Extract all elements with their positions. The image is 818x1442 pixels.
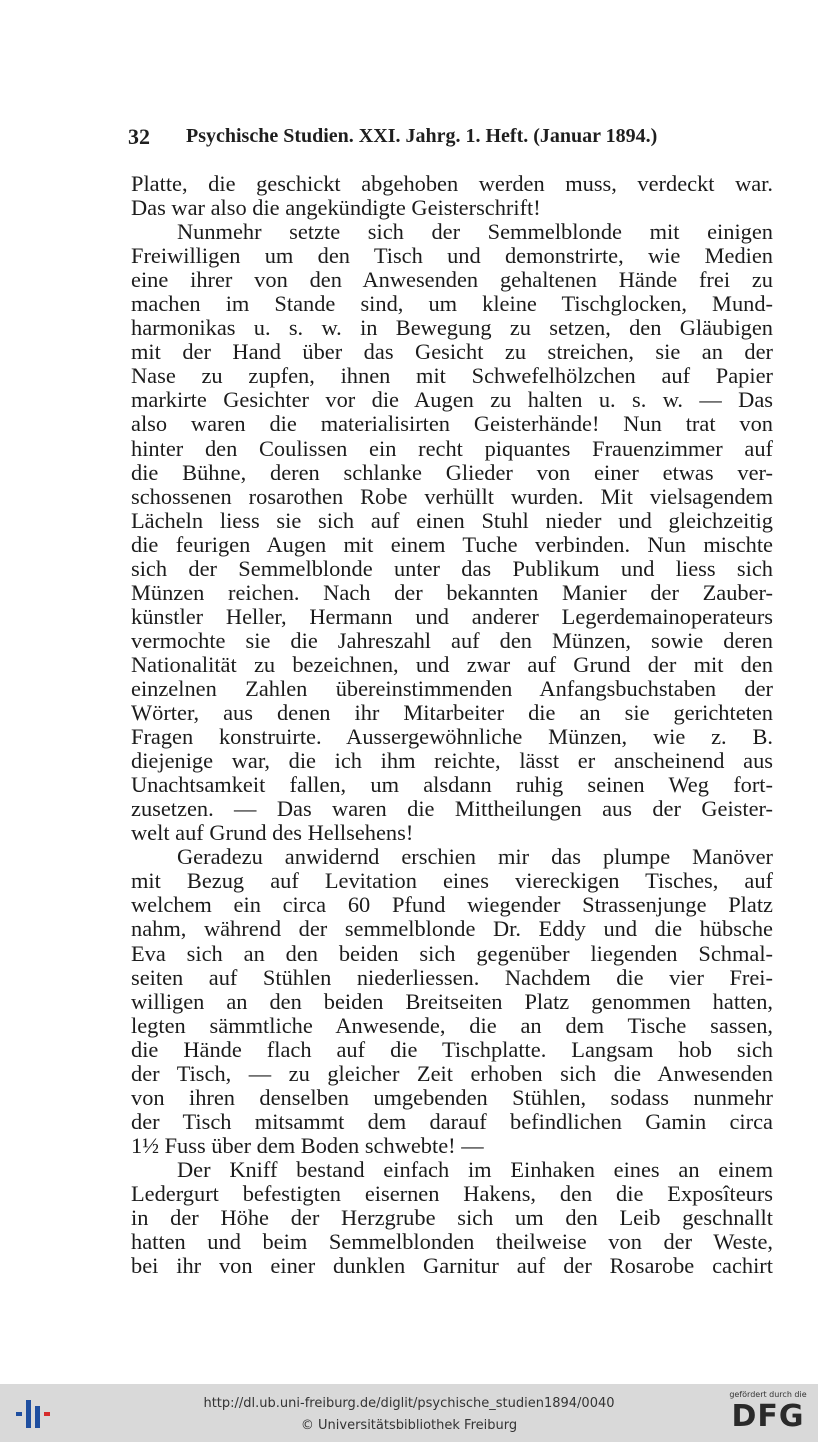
text-line: vermochte sie die Jahreszahl auf den Münzen, sowie deren [131,627,773,653]
text-line: diejenige war, die ich ihm reichte, lässt er anscheinend aus [131,748,773,774]
text-line: der Tisch mitsammt dem darauf befindlichen Gamin circa [131,1108,773,1134]
text-line: mit Bezug auf Levitation eines viereckigen Tisches, auf [131,868,773,894]
text-line: Münzen reichen. Nach der bekannten Manier der Zauber- [131,579,773,605]
text-line: Ledergurt befestigten eisernen Hakens, den die Exposîteurs [131,1180,773,1206]
text-line: nahm, während der semmelblonde Dr. Eddy und die hübsche [131,916,773,942]
document-url[interactable]: http://dl.ub.uni-freiburg.de/diglit/psychische_studien1894/0040 [203,1396,615,1411]
text-line: Nunmehr setzte sich der Semmelblonde mit einigen [177,219,773,245]
text-line: Fragen konstruirte. Aussergewöhnliche Münzen, wie z. B. [131,724,773,750]
text-line: einzelnen Zahlen übereinstimmenden Anfangsbuchstaben der [131,675,773,701]
text-line: die Bühne, deren schlanke Glieder von einer etwas ver- [131,459,773,485]
text-line: von ihren denselben umgebenden Stühlen, sodass nunmehr [131,1084,773,1110]
text-line: Lächeln liess sie sich auf einen Stuhl nieder und gleichzeitig [131,507,773,533]
text-line: Platte, die geschickt abgehoben werden muss, verdeckt war. [131,171,773,196]
page-number: 32 [128,124,150,149]
text-line: legten sämmtliche Anwesende, die an dem Tische sassen, [131,1012,773,1038]
text-line: Nase zu zupfen, ihnen mit Schwefelhölzchen auf Papier [131,363,773,389]
text-line: also waren die materialisirten Geisterhände! Nun trat von [131,411,773,437]
text-line: künstler Heller, Hermann und anderer Legerdemainoperateurs [131,603,773,629]
text-line: seiten auf Stühlen niederliessen. Nachdem die vier Frei- [131,964,773,990]
text-line: Geradezu anwidernd erschien mir das plumpe Manöver [177,844,773,870]
text-line: Eva sich an den beiden sich gegenüber liegenden Schmal- [131,940,773,966]
dfg-funding-note: gefördert durch die [729,1390,807,1399]
text-line: willigen an den beiden Breitseiten Platz genommen hatten, [131,988,773,1014]
running-title: Psychische Studien. XXI. Jahrg. 1. Heft. (Januar 1894.) [186,125,658,147]
text-line: welchem ein circa 60 Pfund wiegender Strassenjunge Platz [131,892,773,918]
text-line: in der Höhe der Herzgrube sich um den Leib geschnallt [131,1205,773,1231]
dfg-logo: DFG [731,1399,805,1434]
text-line: schossenen rosarothen Robe verhüllt wurden. Mit vielsagendem [131,483,773,509]
text-line: die Hände flach auf die Tischplatte. Langsam hob sich [131,1036,773,1062]
text-line: machen im Stande sind, um kleine Tischglocken, Mund- [131,291,773,317]
page-header [128,124,773,150]
text-line: eine ihrer von den Anwesenden gehaltenen Hände frei zu [131,267,773,293]
text-line: 1½ Fuss über dem Boden schwebte! — [131,1132,484,1158]
text-line: markirte Gesichter vor die Augen zu halten u. s. w. — Das [131,387,773,413]
text-line: Das war also die angekündigte Geisterschrift! [131,195,541,221]
text-line: der Tisch, — zu gleicher Zeit erhoben sich die Anwesenden [131,1060,773,1086]
text-line: mit der Hand über das Gesicht zu streichen, sie an der [131,339,773,365]
text-line: hatten und beim Semmelblonden theilweise von der Weste, [131,1229,773,1255]
body-text [131,172,773,1278]
text-line: sich der Semmelblonde unter das Publikum und liess sich [131,555,773,581]
text-line: Wörter, aus denen ihr Mitarbeiter die an sie gerichteten [131,700,773,726]
text-line: Freiwilligen um den Tisch und demonstrirte, wie Medien [131,243,773,269]
text-line: harmonikas u. s. w. in Bewegung zu setzen, den Gläubigen [131,315,773,341]
text-line: Der Kniff bestand einfach im Einhaken eines an einem [177,1156,773,1182]
text-line: Unachtsamkeit fallen, um alsdann ruhig seinen Weg fort- [131,772,773,798]
copyright-notice: © Universitätsbibliothek Freiburg [300,1418,518,1433]
viewer-footer [0,1384,818,1442]
text-line: welt auf Grund des Hellsehens! [131,820,414,846]
text-line: hinter den Coulissen ein recht piquantes Frauenzimmer auf [131,435,773,461]
text-line: die feurigen Augen mit einem Tuche verbinden. Nun mischte [131,531,773,557]
text-line: zusetzen. — Das waren die Mittheilungen aus der Geister- [131,796,773,822]
text-line: Nationalität zu bezeichnen, und zwar auf Grund der mit den [131,651,773,677]
text-line: bei ihr von einer dunklen Garnitur auf der Rosarobe cachirt [131,1253,773,1279]
